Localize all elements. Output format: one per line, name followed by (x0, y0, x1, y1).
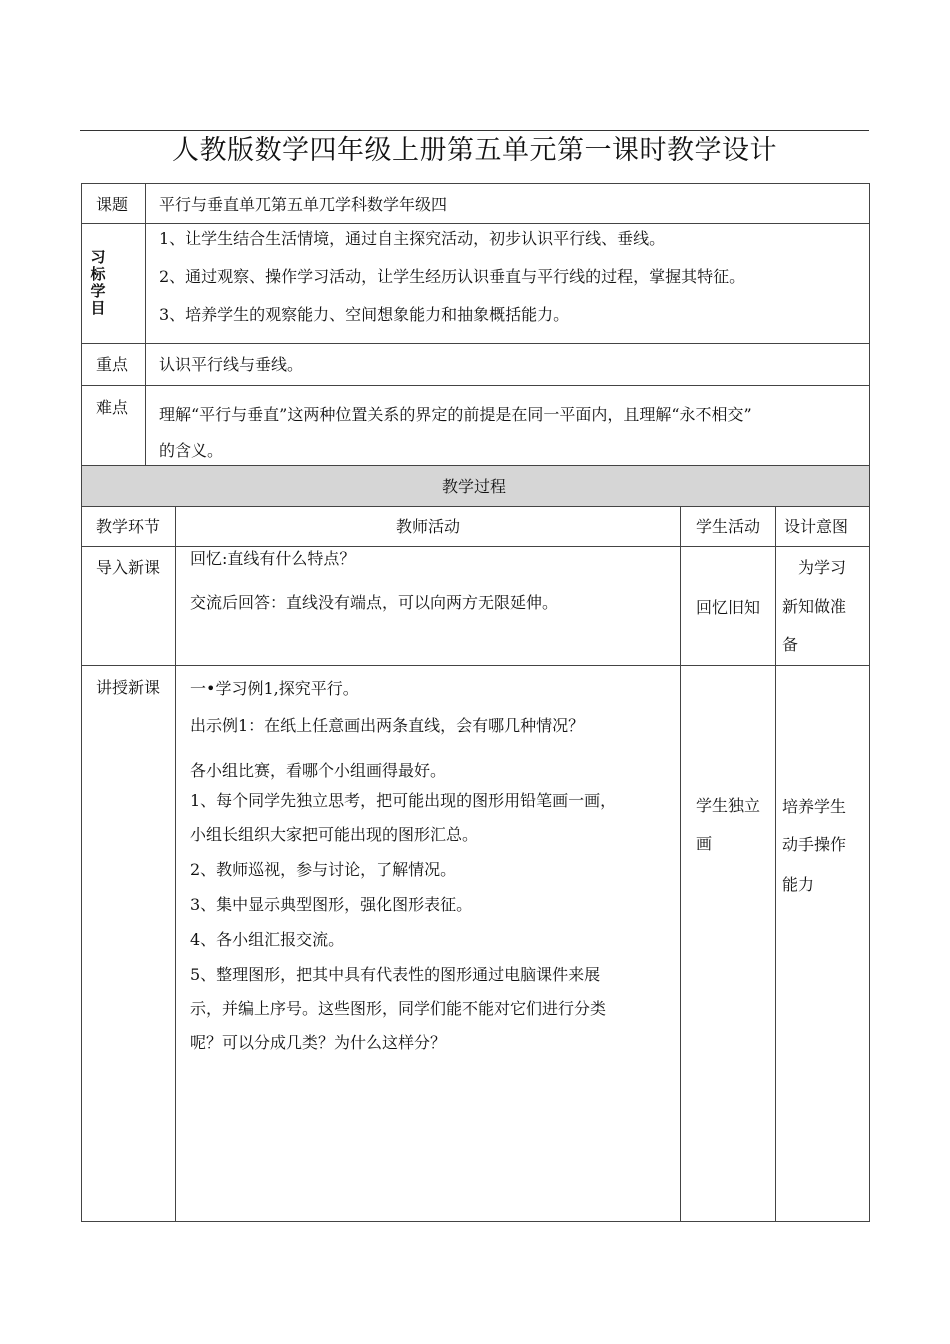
table-border (680, 506, 681, 1222)
teacher-activity-line: 回忆:直线有什么特点？ (190, 549, 356, 568)
student-activity-line: 画 (696, 834, 713, 853)
design-intent-line: 培养学生 (782, 797, 847, 816)
goals-label-char: 目 (90, 299, 106, 317)
document-title: 人教版数学四年级上册第五单元第一课时教学设计 (172, 135, 777, 166)
table-border (145, 183, 146, 465)
goals-label-char: 学 (90, 282, 106, 300)
table-border (81, 665, 870, 666)
design-intent-line: 新知做准 (782, 597, 847, 616)
stage-label: 导入新课 (96, 558, 161, 577)
teacher-activity-line: 示，并编上序号。这些图形，同学们能不能对它们进行分类 (190, 999, 607, 1018)
goal-item: 2、通过观察、操作学习活动，让学生经历认识垂直与平行线的过程，掌握其特征。 (159, 267, 746, 286)
goals-label-char: 习 (90, 248, 106, 266)
topic-value: 平行与垂直单兀第五单兀学科数学年级四 (159, 195, 448, 214)
student-activity-line: 学生独立 (696, 796, 761, 815)
design-intent-line: 能力 (782, 875, 815, 894)
teacher-activity-line: 4、各小组汇报交流。 (190, 930, 345, 949)
teacher-activity-line: 2、教师巡视，参与讨论，了解情况。 (190, 860, 457, 879)
student-activity: 回忆旧知 (696, 598, 761, 617)
teacher-activity-line: 1、每个同学先独立思考，把可能出现的图形用铅笔画一画， (190, 791, 617, 810)
table-border (775, 506, 776, 1222)
table-border (81, 223, 870, 224)
design-intent-line: 为学习 (798, 558, 847, 577)
table-border (81, 385, 870, 386)
table-border (81, 465, 870, 466)
table-border (81, 1221, 870, 1222)
column-header: 教学环节 (96, 517, 161, 536)
goal-item: 1、让学生结合生活情境，通过自主探究活动，初步认识平行线、垂线。 (159, 229, 666, 248)
table-border (81, 546, 870, 547)
topic-label: 课题 (96, 195, 129, 214)
difficulty-line: 的含义。 (159, 441, 224, 460)
key-label: 重点 (96, 355, 129, 374)
design-intent-line: 动手操作 (782, 835, 847, 854)
table-border (175, 506, 176, 1222)
top-rule (80, 130, 869, 131)
difficulty-label: 难点 (96, 398, 129, 417)
difficulty-line: 理解“平行与垂直”这两种位置关系的界定的前提是在同一平面内，且理解“永不相交” (159, 405, 752, 424)
teacher-activity-line: 出示例1：在纸上任意画出两条直线，会有哪几种情况？ (190, 716, 585, 735)
teacher-activity-line: 5、整理图形，把其中具有代表性的图形通过电脑课件来展 (190, 965, 601, 984)
teacher-activity-line: 3、集中显示典型图形，强化图形表征。 (190, 895, 473, 914)
stage-label: 讲授新课 (96, 678, 161, 697)
table-border (81, 506, 870, 507)
goal-item: 3、培养学生的观察能力、空间想象能力和抽象概括能力。 (159, 305, 570, 324)
key-value: 认识平行线与垂线。 (159, 355, 304, 374)
design-intent-line: 备 (782, 635, 799, 654)
table-border (81, 183, 870, 184)
process-header: 教学过程 (442, 477, 507, 496)
table-border (869, 183, 870, 1222)
column-header: 学生活动 (696, 517, 761, 536)
column-header: 教师活动 (396, 517, 461, 536)
teacher-activity-line: 一•学习例1,探究平行。 (190, 679, 359, 698)
teacher-activity-line: 交流后回答：直线没有端点，可以向两方无限延伸。 (190, 593, 559, 612)
teacher-activity-line: 呢？可以分成几类？为什么这样分？ (190, 1033, 447, 1052)
table-border (81, 343, 870, 344)
teacher-activity-line: 小组长组织大家把可能出现的图形汇总。 (190, 825, 479, 844)
column-header: 设计意图 (784, 517, 849, 536)
teacher-activity-line: 各小组比赛，看哪个小组画得最好。 (190, 761, 447, 780)
table-border (81, 183, 82, 1222)
goals-label-char: 标 (90, 265, 106, 283)
